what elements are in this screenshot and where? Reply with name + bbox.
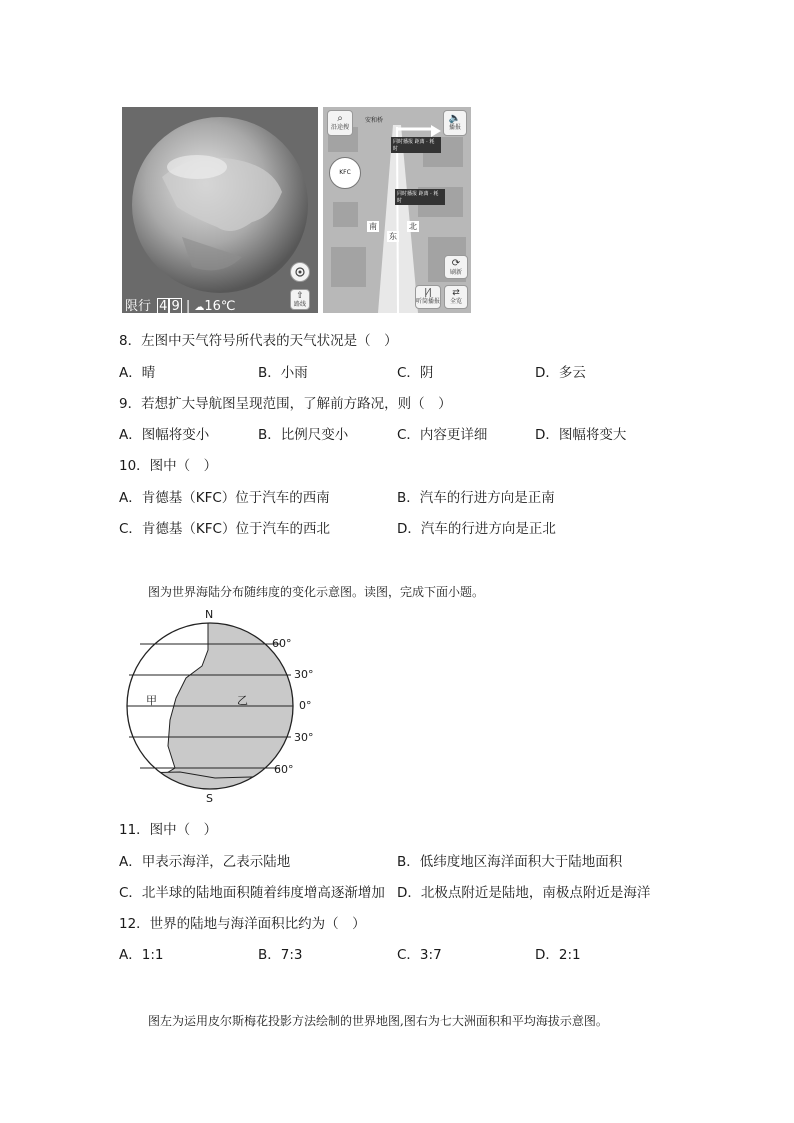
section-intro-3: 图左为运用皮尔斯梅花投影方法绘制的世界地图,图右为七大洲面积和平均海拔示意图。 [148,1014,608,1028]
q11-option-c[interactable]: C．北半球的陆地面积随着纬度增高逐渐增加 [119,885,385,901]
traffic-callout: 同时播报 距离 · 耗时 [395,189,445,205]
q12-option-b[interactable]: B．7:3 [258,947,303,963]
restriction-label: 限行 [125,299,152,313]
north-label: N [205,608,214,621]
direction-east: 东 [389,232,397,241]
plate-digit: 9 [171,299,180,313]
kfc-marker[interactable] [329,157,361,189]
lat-30s-label: 30° [294,731,314,744]
lat-60s-label: 60° [274,763,294,776]
locate-button[interactable] [290,262,310,282]
separator: | [185,299,191,313]
road-name: 安和桥 [365,117,384,124]
q9-option-a[interactable]: A．图幅将变小 [119,427,210,443]
south-label: S [206,792,213,805]
lat-60n-label: 60° [272,637,292,650]
q9-option-c[interactable]: C．内容更详细 [397,427,488,443]
sound-button[interactable] [443,110,467,136]
temperature: 16℃ [204,299,236,313]
q9-option-d[interactable]: D．图幅将变大 [535,427,627,443]
navigation-map-image [323,107,471,313]
earpiece-button[interactable] [415,285,441,309]
earpiece-label: 听筒播报 [416,298,441,305]
up-arrow-icon: ⇧ [296,291,304,301]
overview-label: 全览 [449,298,462,305]
globe-illustration [122,107,318,313]
q12-option-c[interactable]: C．3:7 [397,947,442,963]
q11-option-b[interactable]: B．低纬度地区海洋面积大于陆地面积 [397,854,623,870]
cloud-icon: ☁ [194,302,205,313]
direction-south: 南 [369,222,377,231]
question-12-stem: 12．世界的陆地与海洋面积比约为（ ） [119,916,366,932]
refresh-button[interactable] [444,255,468,279]
q10-option-c[interactable]: C．肯德基（KFC）位于汽车的西北 [119,521,330,537]
search-along-label: 沿途搜 [330,124,349,131]
region-jia-label: 甲 [146,694,157,707]
q8-option-b[interactable]: B．小雨 [258,365,308,381]
plate-digit: 4 [159,299,168,313]
question-9-stem: 9．若想扩大导航图呈现范围，了解前方路况，则（ ） [119,396,452,412]
q10-option-d[interactable]: D．汽车的行进方向是正北 [397,521,556,537]
refresh-label: 刷新 [449,269,462,276]
search-icon: ⌕ [337,113,343,124]
q12-option-d[interactable]: D．2:1 [535,947,581,963]
route-label: 路线 [293,301,306,308]
overview-button[interactable] [444,285,468,309]
land-sea-latitude-figure [120,608,320,808]
direction-north: 北 [409,222,417,231]
overview-icon: ⇄ [452,288,460,298]
exit-icon: |⁄| [424,288,432,298]
equator-label: 0° [299,699,312,712]
kfc-label: KFC [339,169,351,176]
restriction-bar [125,295,236,311]
speaker-icon: 🔈 [448,113,462,124]
q10-option-b[interactable]: B．汽车的行进方向是正南 [397,490,555,506]
region-yi-label: 乙 [237,694,248,707]
sound-label: 播报 [448,124,461,131]
crosshair-icon [293,265,307,279]
question-8-stem: 8．左图中天气符号所代表的天气状况是（ ） [119,333,398,349]
q12-option-a[interactable]: A．1:1 [119,947,164,963]
traffic-callout: 同时播报 距离 · 耗时 [391,137,441,153]
section-intro: 图为世界海陆分布随纬度的变化示意图。读图，完成下面小题。 [148,585,485,599]
q11-option-a[interactable]: A．甲表示海洋，乙表示陆地 [119,854,291,870]
q9-option-b[interactable]: B．比例尺变小 [258,427,349,443]
q8-option-d[interactable]: D．多云 [535,365,586,381]
q8-option-c[interactable]: C．阴 [397,365,434,381]
search-along-button[interactable] [327,110,353,136]
lat-30n-label: 30° [294,668,314,681]
q11-option-d[interactable]: D．北极点附近是陆地，南极点附近是海洋 [397,885,651,901]
refresh-icon: ⟳ [451,258,461,269]
route-button[interactable] [290,289,310,310]
q10-option-a[interactable]: A．肯德基（KFC）位于汽车的西南 [119,490,330,506]
question-11-stem: 11．图中（ ） [119,822,218,838]
question-10-stem: 10．图中（ ） [119,458,218,474]
q8-option-a[interactable]: A．晴 [119,365,156,381]
weather-globe-image [122,107,318,313]
